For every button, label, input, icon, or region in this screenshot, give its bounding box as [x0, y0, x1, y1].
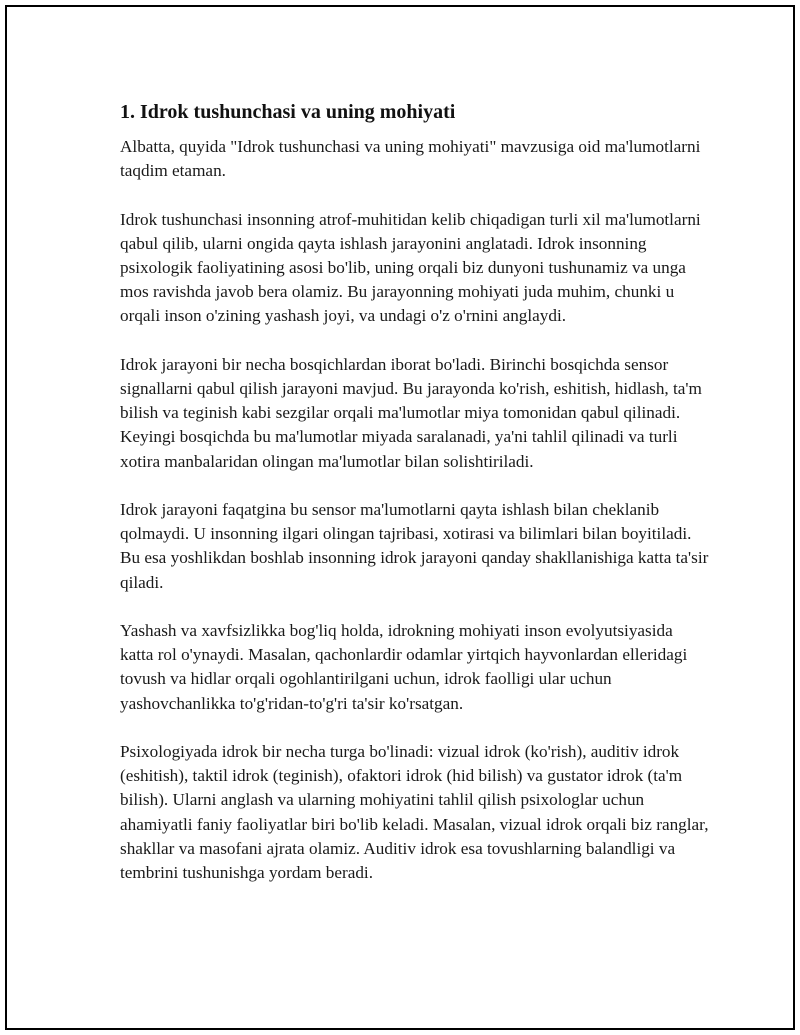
- document-body: [120, 99, 710, 909]
- paragraph-stages: Idrok jarayoni bir necha bosqichlardan iborat bo'ladi. Birinchi bosqichda sensor signallarni qabul qilish jarayoni mavjud. Bu jarayonda ko'rish, eshitish, hidlash, ta'm bilish va teginish kabi sezgilar orqali ma'lumotlar miya tomonidan qabul qilinadi. Keyingi bosqichda bu ma'lumotlar miyada saralanadi, ya'ni tahlil qilinadi va turli xotira manbalaridan olingan ma'lumotlar bilan solishtiriladi.: [120, 354, 702, 471]
- paragraph-definition: Idrok tushunchasi insonning atrof-muhitidan kelib chiqadigan turli xil ma'lumotlarni qabul qilib, ularni ongida qayta ishlash jarayonini anglatadi. Idrok insonning psixologik faoliyatining asosi bo'lib, uning orqali biz dunyoni tushunamiz va unga mos ravishda javob bera olamiz. Bu jarayonning mohiyati juda muhim, chunki u orqali inson o'zining yashash joyi, va undagi o'z o'rnini anglaydi.: [120, 209, 701, 326]
- paragraph-evolution: Yashash va xavfsizlikka bog'liq holda, idrokning mohiyati inson evolyutsiyasida katta rol o'ynaydi. Masalan, qachonlardir odamlar yirtqich hayvonlardan elleridagi tovush va hidlar orqali ogohlantirilgani uchun, idrok faolligi ular uchun yashovchanlikka to'g'ridan-to'g'ri ta'sir ko'rsatgan.: [120, 621, 688, 713]
- paragraph-experience: Idrok jarayoni faqatgina bu sensor ma'lumotlarni qayta ishlash bilan cheklanib qolmaydi. U insonning ilgari olingan tajribasi, xotirasi va bilimlari bilan boyitiladi. Bu esa yoshlikdan boshlab insonning idrok jarayoni qanday shakllanishiga katta ta'sir qiladi.: [120, 500, 709, 592]
- document-title: 1. Idrok tushunchasi va uning mohiyati: [120, 101, 456, 123]
- paragraph-types: Psixologiyada idrok bir necha turga bo'linadi: vizual idrok (ko'rish), auditiv idrok (eshitish), taktil idrok (teginish), ofaktori idrok (hid bilish) va gustator idrok (ta'm bilish). Ularni anglash va ularning mohiyatini tahlil qilish psixologlar uchun ahamiyatli faniy faoliyatlar biri bo'lib keladi. Masalan, vizual idrok orqali biz ranglar, shakllar va masofani ajrata olamiz. Auditiv idrok esa tovushlarning balandligi va tembrini tushunishga yordam beradi.: [120, 742, 709, 883]
- document-page: [5, 5, 795, 1030]
- paragraph-intro: Albatta, quyida "Idrok tushunchasi va uning mohiyati" mavzusiga oid ma'lumotlarni taqdim etaman.: [120, 137, 701, 181]
